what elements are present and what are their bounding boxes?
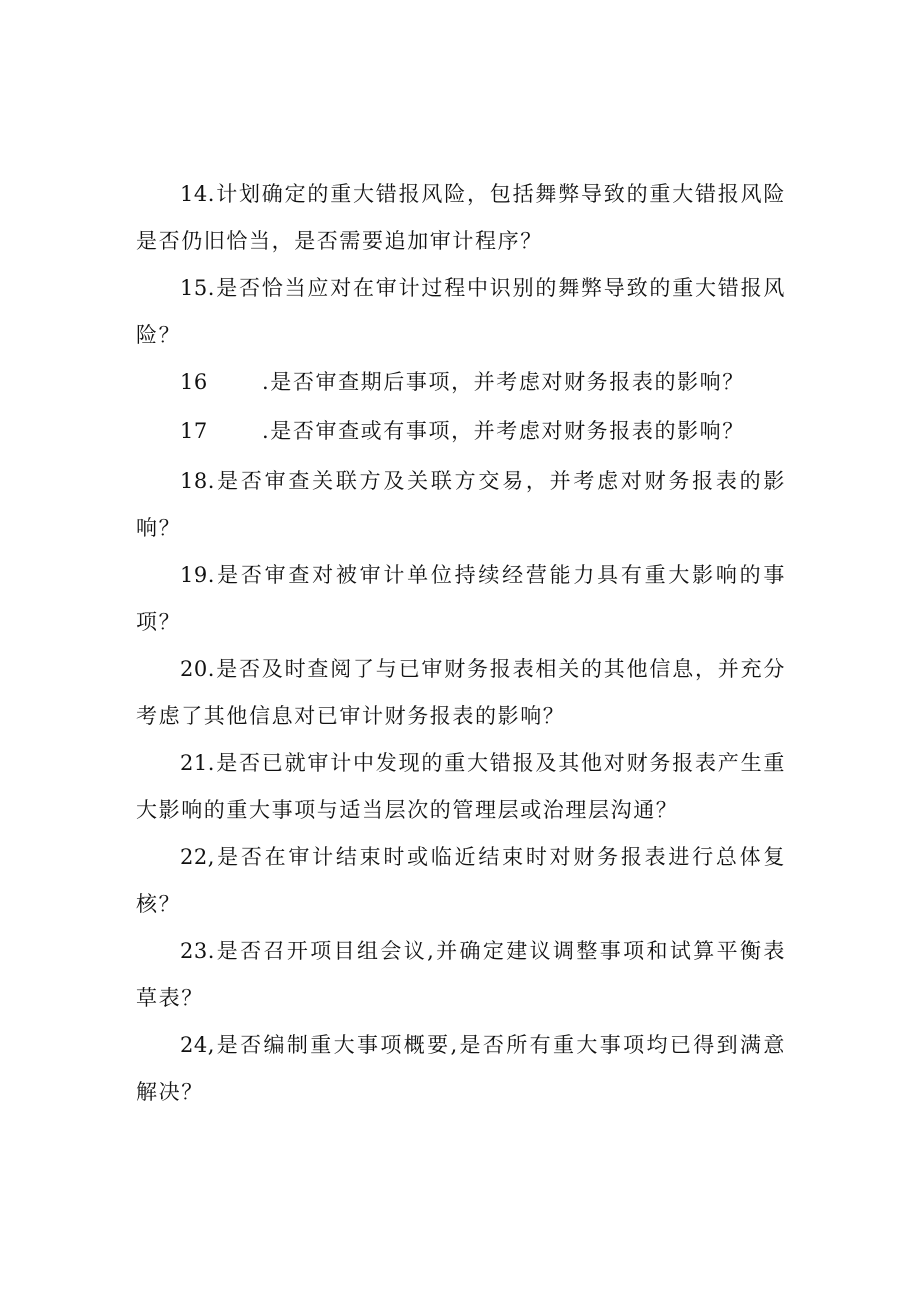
item-text: .是否审查关联方及关联方交易，并考虑对财务报表的影响？ (136, 469, 786, 540)
checklist-item-22 (136, 834, 786, 928)
item-text: ,是否在审计结束时或临近结束时对财务报表进行总体复核？ (136, 845, 786, 916)
checklist-item-14 (136, 171, 786, 265)
checklist-item-18 (136, 458, 786, 552)
item-text: .是否召开项目组会议,并确定建议调整事项和试算平衡表草表？ (136, 939, 786, 1010)
item-text: .计划确定的重大错报风险，包括舞弊导致的重大错报风险是否仍旧恰当，是否需要追加审计程序？ (136, 182, 786, 253)
checklist-item-17 (136, 408, 786, 455)
item-number: 23 (180, 939, 208, 963)
item-text: .是否审查期后事项，并考虑对财务报表的影响？ (262, 370, 745, 394)
item-number: 15 (180, 276, 208, 300)
item-number: 16 (180, 370, 208, 394)
item-number: 20 (180, 657, 208, 681)
item-text: .是否及时查阅了与已审财务报表相关的其他信息，并充分考虑了其他信息对已审计财务报表的影响？ (136, 657, 786, 728)
checklist-item-20 (136, 646, 786, 740)
item-number: 17 (180, 419, 208, 443)
checklist-item-15 (136, 265, 786, 359)
checklist-item-16 (136, 359, 786, 406)
item-text: .是否审查或有事项，并考虑对财务报表的影响？ (262, 419, 745, 443)
item-number: 21 (180, 751, 208, 775)
item-number: 24 (180, 1033, 208, 1057)
checklist-item-24 (136, 1022, 786, 1116)
item-number: 19 (180, 563, 208, 587)
item-text: .是否已就审计中发现的重大错报及其他对财务报表产生重大影响的重大事项与适当层次的管理层或治理层沟通？ (136, 751, 786, 822)
item-text: ,是否编制重大事项概要,是否所有重大事项均已得到满意解决？ (136, 1033, 786, 1104)
item-text: .是否恰当应对在审计过程中识别的舞弊导致的重大错报风险？ (136, 276, 786, 347)
checklist-item-23 (136, 928, 786, 1022)
item-number: 22 (180, 845, 208, 869)
checklist-item-19 (136, 552, 786, 646)
item-text: .是否审查对被审计单位持续经营能力具有重大影响的事项？ (136, 563, 786, 634)
checklist-item-21 (136, 740, 786, 834)
item-number: 18 (180, 469, 208, 493)
item-number: 14 (180, 182, 208, 206)
